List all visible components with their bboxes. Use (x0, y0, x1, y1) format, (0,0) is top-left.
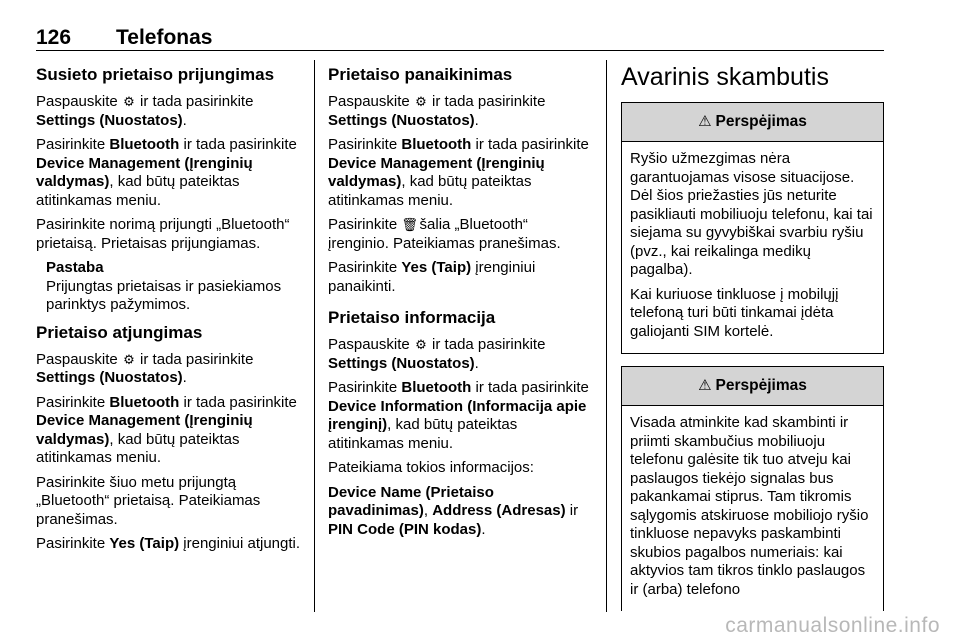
note (46, 259, 304, 315)
section-title: Avarinis skambutis (621, 63, 829, 91)
gear-icon: ⚙ (415, 94, 427, 109)
warning-header: ⚠ Perspėjimas (622, 367, 883, 406)
paragraph: Pasirinkite Bluetooth ir tada pasirinkite Device Management (Įrenginių valdymas), kad būtų pateiktas atitinkamas meniu. (36, 136, 297, 209)
paragraph: Pateikiama tokios informacijos: (328, 459, 534, 476)
paragraph: Pasirinkite 🗑 šalia „Bluetooth“ įrenginio. Pateikiamas pranešimas. (328, 216, 561, 252)
paragraph: Pasirinkite Bluetooth ir tada pasirinkite Device Management (Įrenginių valdymas), kad būtų pateiktas atitinkamas meniu. (36, 393, 297, 466)
section-title: Prietaiso panaikinimas (328, 65, 513, 84)
paragraph: Paspauskite ⚙ ir tada pasirinkite Settings (Nuostatos). (328, 336, 546, 372)
paragraph: Ryšio užmezgimas nėra garantuojamas visose situacijose. Dėl šios priežasties jūs neturite pasikliauti mobiliuoju telefonu, kai tai siejama su gyvybiškai svarbiu ryšiu (pvz., kai reikalinga medikų pagalba). (630, 150, 873, 278)
paragraph: Paspauskite ⚙ ir tada pasirinkite Settings (Nuostatos). (328, 93, 546, 129)
paragraph: Pasirinkite Bluetooth ir tada pasirinkite Device Information (Informacija apie įrenginį), kad būtų pateiktas atitinkamas meniu. (328, 379, 589, 452)
column-divider (314, 60, 315, 612)
section-title: Susieto prietaiso prijungimas (36, 65, 275, 84)
page-number: 126 (36, 26, 72, 49)
paragraph: Pasirinkite Yes (Taip) įrenginiui panaikinti. (328, 259, 536, 295)
warning-triangle-icon: ⚠ (698, 112, 712, 130)
paragraph: Pasirinkite Bluetooth ir tada pasirinkite Device Management (Įrenginių valdymas), kad būtų pateiktas atitinkamas meniu. (328, 136, 589, 209)
column-3 (621, 62, 884, 611)
chapter-title: Telefonas (116, 26, 213, 49)
warning-box (621, 102, 884, 354)
trash-icon: 🗑 (401, 217, 418, 232)
section-title: Prietaiso informacija (328, 308, 496, 327)
page-header (36, 26, 884, 52)
paragraph: Pasirinkite Yes (Taip) įrenginiui atjungti. (36, 535, 301, 552)
gear-icon: ⚙ (415, 337, 427, 352)
paragraph: Visada atminkite kad skambinti ir priimti skambučius mobiliuoju telefonu galėsite tik tuo atveju kai paslaugos tiekėjo signalas bus pakankamai stiprus. Tam tikromis sąlygomis atskiruose mobiliojo ryšio tinkluose nepavyks paskambinti skubios pagalbos numeriais: kai aktyvios tam tikros tinklo paslaugos ir (arba) telefono (630, 414, 869, 598)
gear-icon: ⚙ (123, 94, 135, 109)
header-rule (36, 50, 884, 51)
paragraph: Device Name (Prietaiso pavadinimas), Address (Adresas) ir PIN Code (PIN kodas). (328, 483, 579, 538)
watermark: carmanualsonline.info (725, 614, 940, 637)
column-1 (36, 65, 304, 560)
note-text: Prijungtas prietaisas ir pasiekiamos parinktys pažymimos. (46, 277, 282, 313)
warning-body (622, 406, 883, 611)
warning-triangle-icon: ⚠ (698, 376, 712, 394)
section-title: Prietaiso atjungimas (36, 322, 203, 342)
warning-header: ⚠ Perspėjimas (622, 103, 883, 142)
gear-icon: ⚙ (123, 351, 135, 367)
paragraph: Paspauskite ⚙ ir tada pasirinkite Settings (Nuostatos). (36, 93, 254, 129)
paragraph: Pasirinkite norimą prijungti „Bluetooth“ prietaisą. Prietaisas prijungiamas. (36, 216, 290, 252)
warning-box (621, 366, 884, 611)
paragraph: Pasirinkite šiuo metu prijungtą „Bluetooth“ prietaisą. Pateikiamas pranešimas. (36, 473, 261, 528)
column-2 (328, 65, 590, 545)
warning-body (622, 142, 883, 353)
paragraph: Kai kuriuose tinkluose į mobilųjį telefoną turi būti tinkamai įdėta galiojanti SIM kortelė. (630, 285, 839, 340)
paragraph: Paspauskite ⚙ ir tada pasirinkite Settings (Nuostatos). (36, 350, 254, 386)
note-title: Pastaba (46, 259, 104, 276)
column-divider (606, 60, 607, 612)
